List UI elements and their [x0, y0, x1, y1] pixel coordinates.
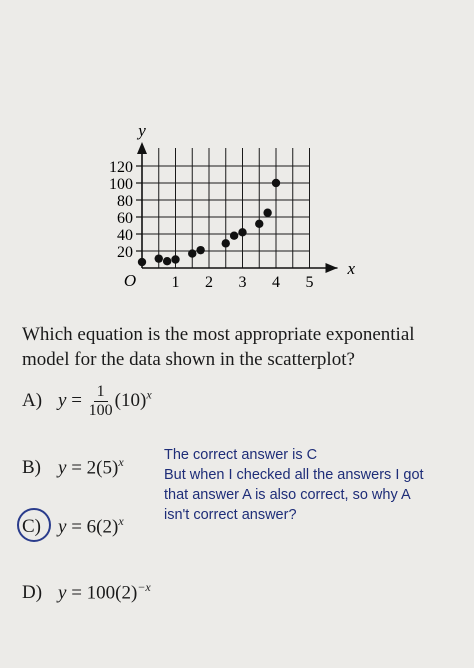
choice-d[interactable] — [22, 580, 151, 604]
note-line-3: that answer A is also correct, so why A — [164, 487, 411, 503]
choice-d-eq: = — [66, 582, 87, 604]
y-axis-label: y — [138, 121, 146, 140]
question-text — [22, 322, 442, 372]
data-point — [238, 228, 246, 236]
choice-c-lhs: y — [58, 516, 67, 538]
question-line-1: Which equation is the most appropriate exponential — [22, 324, 415, 345]
data-point — [171, 255, 179, 263]
choice-a-eq: = — [66, 389, 87, 411]
choice-b-eq: = — [66, 457, 87, 479]
y-tick-label: 120 — [109, 159, 133, 176]
x-tick-label: 5 — [305, 274, 314, 291]
typed-note — [164, 445, 464, 525]
data-point — [272, 179, 280, 187]
note-line-1: The correct answer is C — [164, 447, 318, 463]
x-tick-label: 3 — [238, 274, 247, 291]
y-tick-label: 100 — [109, 176, 133, 193]
data-point — [163, 257, 171, 265]
choice-a-exponent: x — [146, 387, 152, 402]
y-tick-label: 80 — [117, 193, 133, 210]
data-point — [196, 246, 204, 254]
choice-b-rest: 2(5) — [86, 457, 119, 479]
choice-b-exponent: x — [118, 455, 124, 469]
choice-d-letter: D) — [22, 582, 43, 604]
x-axis-arrow — [326, 263, 338, 273]
grid-lines — [142, 148, 310, 268]
choice-d-lhs: y — [58, 582, 67, 604]
choice-a-denominator: 100 — [88, 402, 113, 419]
choice-a-rest: (10) — [114, 389, 147, 411]
axes — [137, 142, 338, 273]
origin-label: O — [123, 271, 137, 290]
choice-c[interactable] — [22, 514, 124, 538]
choice-b-lhs: y — [58, 457, 67, 479]
choice-c-exponent: x — [118, 514, 124, 528]
y-axis-arrow — [137, 142, 147, 154]
x-tick-label: 4 — [272, 274, 280, 291]
choice-c-letter: C) — [22, 516, 41, 538]
x-axis-label: x — [347, 259, 356, 278]
data-point — [138, 258, 146, 266]
data-point — [155, 254, 163, 262]
x-tick-label: 1 — [171, 274, 180, 291]
choice-d-rest: 100(2) — [86, 582, 138, 604]
data-point — [188, 249, 196, 257]
y-tick-label: 40 — [117, 227, 133, 244]
choice-a-fraction — [89, 383, 113, 420]
note-line-2: But when I checked all the answers I got — [164, 467, 424, 483]
scatterplot — [0, 0, 474, 300]
y-tick-label: 20 — [117, 244, 133, 261]
choice-a-letter: A) — [22, 389, 43, 411]
choice-d-exponent: −x — [137, 580, 151, 594]
choice-c-eq: = — [66, 516, 87, 538]
data-point — [263, 209, 271, 217]
choice-a[interactable] — [22, 383, 152, 420]
choice-a-lhs: y — [58, 389, 67, 411]
tick-labels — [109, 121, 356, 291]
choice-a-numerator: 1 — [94, 383, 108, 402]
data-point — [230, 232, 238, 240]
y-tick-label: 60 — [117, 210, 133, 227]
data-point — [222, 239, 230, 247]
choice-b-letter: B) — [22, 457, 41, 479]
data-point — [255, 220, 263, 228]
question-line-2: model for the data shown in the scatterplot? — [22, 349, 355, 370]
x-tick-label: 2 — [205, 274, 213, 291]
choice-b[interactable] — [22, 455, 124, 479]
note-line-4: isn't correct answer? — [164, 507, 297, 523]
choice-c-rest: 6(2) — [86, 516, 119, 538]
